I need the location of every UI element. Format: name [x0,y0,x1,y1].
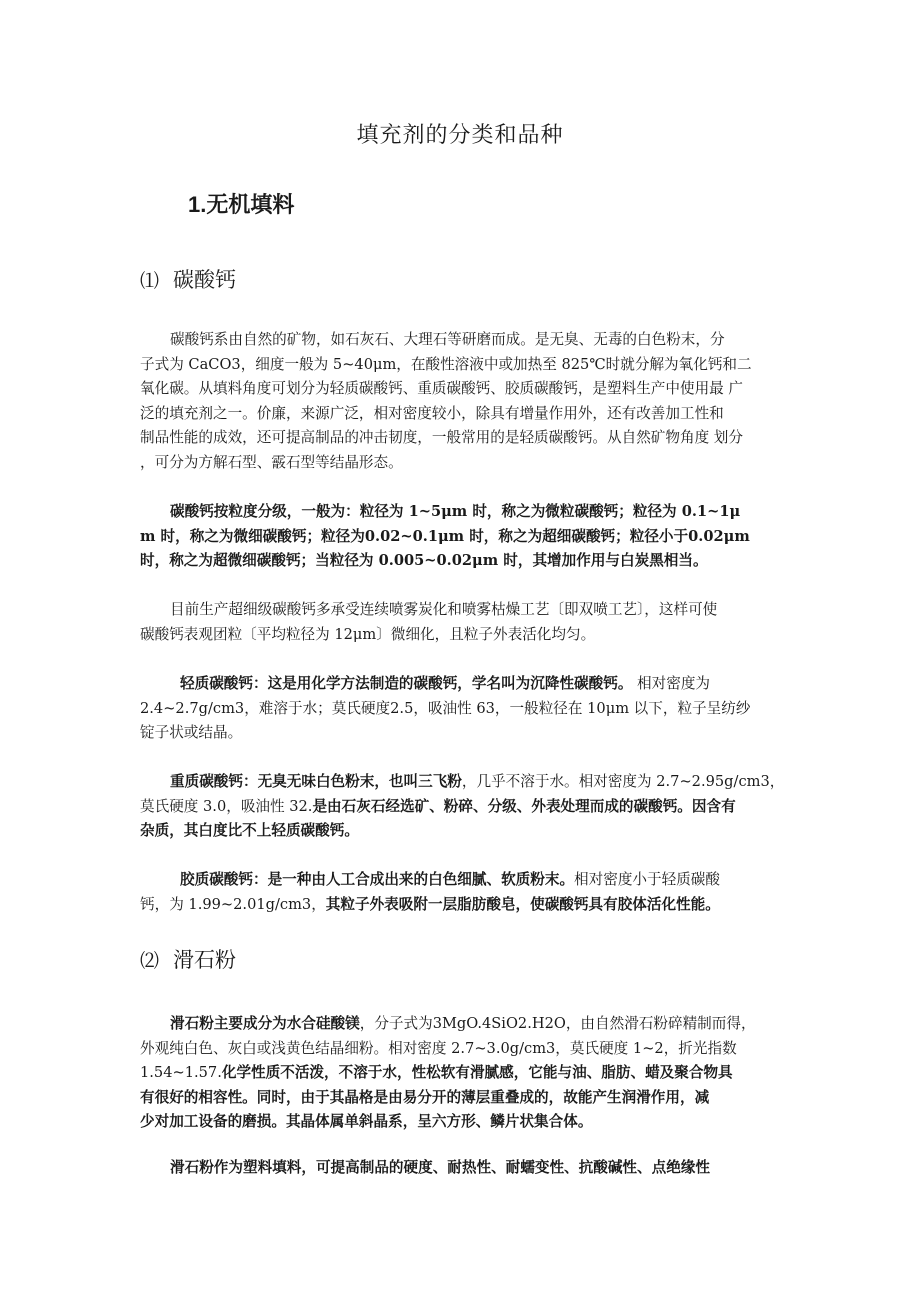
subsection-label: 碳酸钙 [173,268,237,292]
text-line: 氧化碳。从填料角度可划分为轻质碳酸钙、重质碳酸钙、胶质碳酸钙，是塑料生产中使用最 广 [140,380,743,397]
text-line: 滑石粉作为塑料填料，可提高制品的硬度、耐热性、耐蠕变性、抗酸碱性、点绝缘性 [170,1159,710,1176]
text-line: 杂质，其白度比不上轻质碳酸钙。 [140,822,359,839]
paragraph-talc-intro [140,1012,800,1135]
section-heading-inorganic-fillers [188,188,294,219]
bold-lead: 轻质碳酸钙：这是用化学方法制造的碳酸钙，学名叫为沉降性碳酸钙。 [180,675,633,692]
text-line: 重质碳酸钙：无臭无味白色粉末，也叫三飞粉，几乎不溶于水。相对密度为 2.7~2.95g/cm3， [170,773,785,790]
text-line: 碳酸钙表观团粒〔平均粒径为 12μm〕微细化，且粒子外表活化均匀。 [140,625,596,643]
section-number: 1. [188,192,207,217]
subsection-marker: ⑵ [140,950,160,972]
text-line: 时，称之为超微细碳酸钙；当粒径为 0.005~0.02μm 时，其增加作用与白炭黑相当。 [140,552,708,569]
subsection-marker: ⑴ [140,270,160,292]
paragraph-colloidal-calcium-carbonate [140,868,800,917]
text-line: 目前生产超细级碳酸钙多承受连续喷雾炭化和喷雾枯燥工艺〔即双喷工艺〕，这样可使 [170,601,718,618]
text-line: ，可分为方解石型、霰石型等结晶形态。 [140,453,403,471]
text-line: 胶质碳酸钙：是一种由人工合成出来的白色细腻、软质粉末。相对密度小于轻质碳酸 [180,871,720,888]
subsection-heading-calcium-carbonate [140,264,236,294]
paragraph-ultrafine-production [140,598,800,647]
text-line: 子式为 CaCO3，细度一般为 5~40μm，在酸性溶液中或加热至 825℃时就分解为氧化钙和二 [140,355,752,373]
paragraph-light-calcium-carbonate [140,672,800,746]
text-line: 碳酸钙系由自然的矿物，如石灰石、大理石等研磨而成。是无臭、无毒的白色粉末，分 [170,331,725,348]
text-line: 外观纯白色、灰白或浅黄色结晶细粉。相对密度 2.7~3.0g/cm3，莫氏硬度 1~2，折光指数 [140,1039,737,1057]
text-line: 2.4~2.7g/cm3，难溶于水；莫氏硬度2.5，吸油性 63，一般粒径在 10μm 以下，粒子呈纺纱 [140,699,751,717]
text-line: 制品性能的成效，还可提高制品的冲击韧度，一般常用的是轻质碳酸钙。从自然矿物角度 划分 [140,429,743,446]
subsection-label: 滑石粉 [173,948,237,972]
text-line: 少对加工设备的磨损。其晶体属单斜晶系，呈六方形、鳞片状集合体。 [140,1113,593,1130]
text-line: 锭子状或结晶。 [140,724,243,741]
text-line: 轻质碳酸钙：这是用化学方法制造的碳酸钙，学名叫为沉降性碳酸钙。 相对密度为 [180,675,711,692]
text-line: 滑石粉主要成分为水合硅酸镁，分子式为3MgO.4SiO2.H2O，由自然滑石粉碎精制而得， [170,1015,756,1032]
text-line: 钙，为 1.99~2.01g/cm3，其粒子外表吸附一层脂肪酸皂，使碳酸钙具有胶体活化性能。 [140,895,720,913]
text-line: 碳酸钙按粒度分级，一般为：粒径为 1~5μm 时，称之为微粒碳酸钙；粒径为 0.1~1μ [170,503,741,520]
paragraph-talc-as-filler [140,1156,800,1181]
text-line: m 时，称之为微细碳酸钙；粒径为0.02~0.1μm 时，称之为超细碳酸钙；粒径小于0.02μm [140,527,750,545]
text-line: 有很好的相容性。同时，由于其晶格是由易分开的薄层重叠成的，故能产生润滑作用，减 [140,1088,710,1106]
paragraph-particle-size-grading [140,500,800,574]
document-title: 填充剂的分类和品种 [356,123,564,148]
text-line: 1.54~1.57.化学性质不活泼，不溶于水，性松软有滑腻感，它能与油、脂肪、蜡及聚合物具 [140,1064,733,1081]
paragraph-heavy-calcium-carbonate [140,770,800,844]
text-line: 莫氏硬度 3.0，吸油性 32.是由石灰石经选矿、粉碎、分级、外表处理而成的碳酸钙。因含有 [140,797,736,815]
text-line: 泛的填充剂之一。价廉，来源广泛，相对密度较小，除具有增量作用外，还有改善加工性和 [140,404,724,422]
section-label: 无机填料 [206,192,295,218]
bold-lead: 胶质碳酸钙：是一种由人工合成出来的白色细腻、软质粉末。 [180,871,575,888]
bold-lead: 重质碳酸钙：无臭无味白色粉末，也叫三飞粉 [170,773,462,790]
paragraph-calcium-carbonate-intro [140,328,800,475]
subsection-heading-talc [140,944,236,974]
